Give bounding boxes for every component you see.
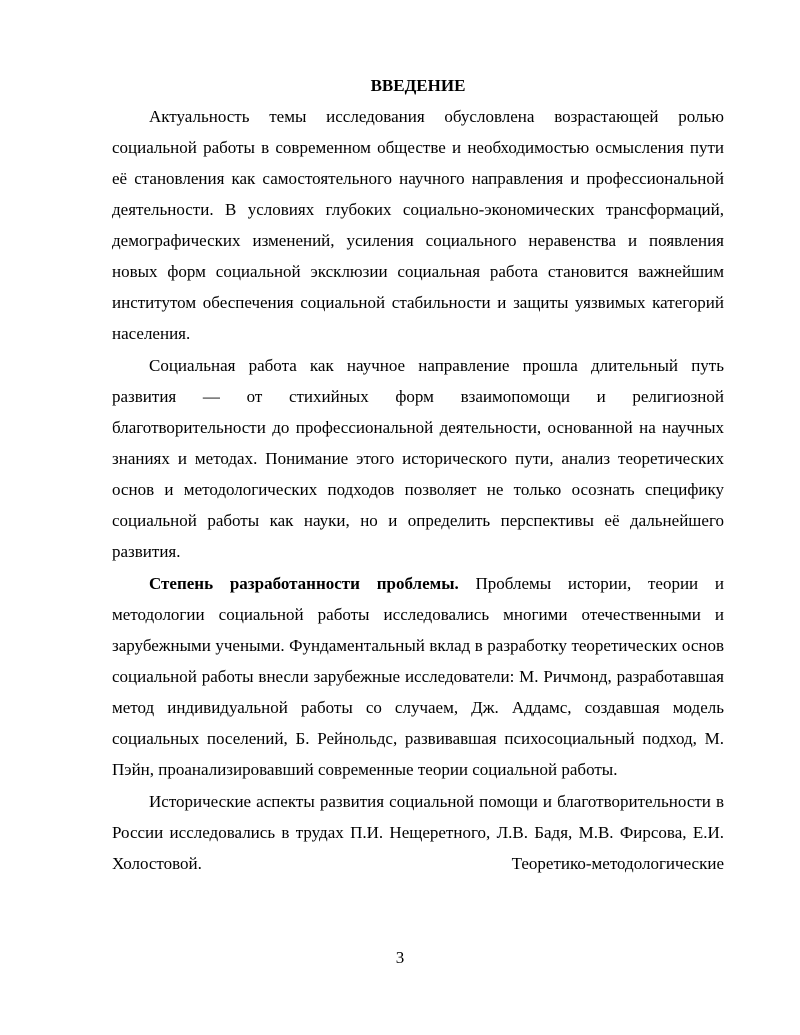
paragraph-historical-aspects bbox=[112, 786, 724, 879]
section-heading: ВВЕДЕНИЕ bbox=[370, 76, 466, 95]
paragraph-degree-of-study bbox=[112, 568, 724, 785]
paragraph-lead-bold: Степень разработанности проблемы. bbox=[149, 574, 459, 593]
document-page bbox=[112, 70, 724, 880]
paragraph-text: Социальная работа как научное направление прошла длительный путь развития — от стихийных форм взаимопомощи и религиозной благотворительности до профессиональной деятельности, основанной на научных знаниях и методах. Понимание этого исторического пути, анализ теоретических основ и методологических подходов позволяет не только осознать специфику социальной работы как науки, но и определить перспективы её дальнейшего развития. bbox=[112, 356, 724, 561]
page-number: 3 bbox=[395, 948, 405, 967]
paragraph-text: Актуальность темы исследования обусловлена возрастающей ролью социальной работы в современном обществе и необходимостью осмысления пути её становления как самостоятельного научного направления и профессиональной деятельности. В условиях глубоких социально-экономических трансформаций, демографических изменений, усиления социального неравенства и появления новых форм социальной эксклюзии социальная работа становится важнейшим институтом обеспечения социальной стабильности и защиты уязвимых категорий населения. bbox=[112, 107, 724, 343]
paragraph-relevance bbox=[112, 101, 724, 349]
paragraph-development-path bbox=[112, 350, 724, 567]
paragraph-text: Исторические аспекты развития социальной помощи и благотворительности в России исследовались в трудах П.И. Нещеретного, Л.В. Бадя, М.В. Фирсова, Е.И. Холостовой. Теоретико-методологические bbox=[112, 792, 724, 873]
paragraph-text: Проблемы истории, теории и методологии социальной работы исследовались многими отечественными и зарубежными учеными. Фундаментальный вклад в разработку теоретических основ социальной работы внесли зарубежные исследователи: М. Ричмонд, разработавшая метод индивидуальной работы со случаем, Дж. Аддамс, создавшая модель социальных поселений, Б. Рейнольдс, развивавшая психосоциальный подход, М. Пэйн, проанализировавший современные теории социальной работы. bbox=[112, 574, 724, 779]
